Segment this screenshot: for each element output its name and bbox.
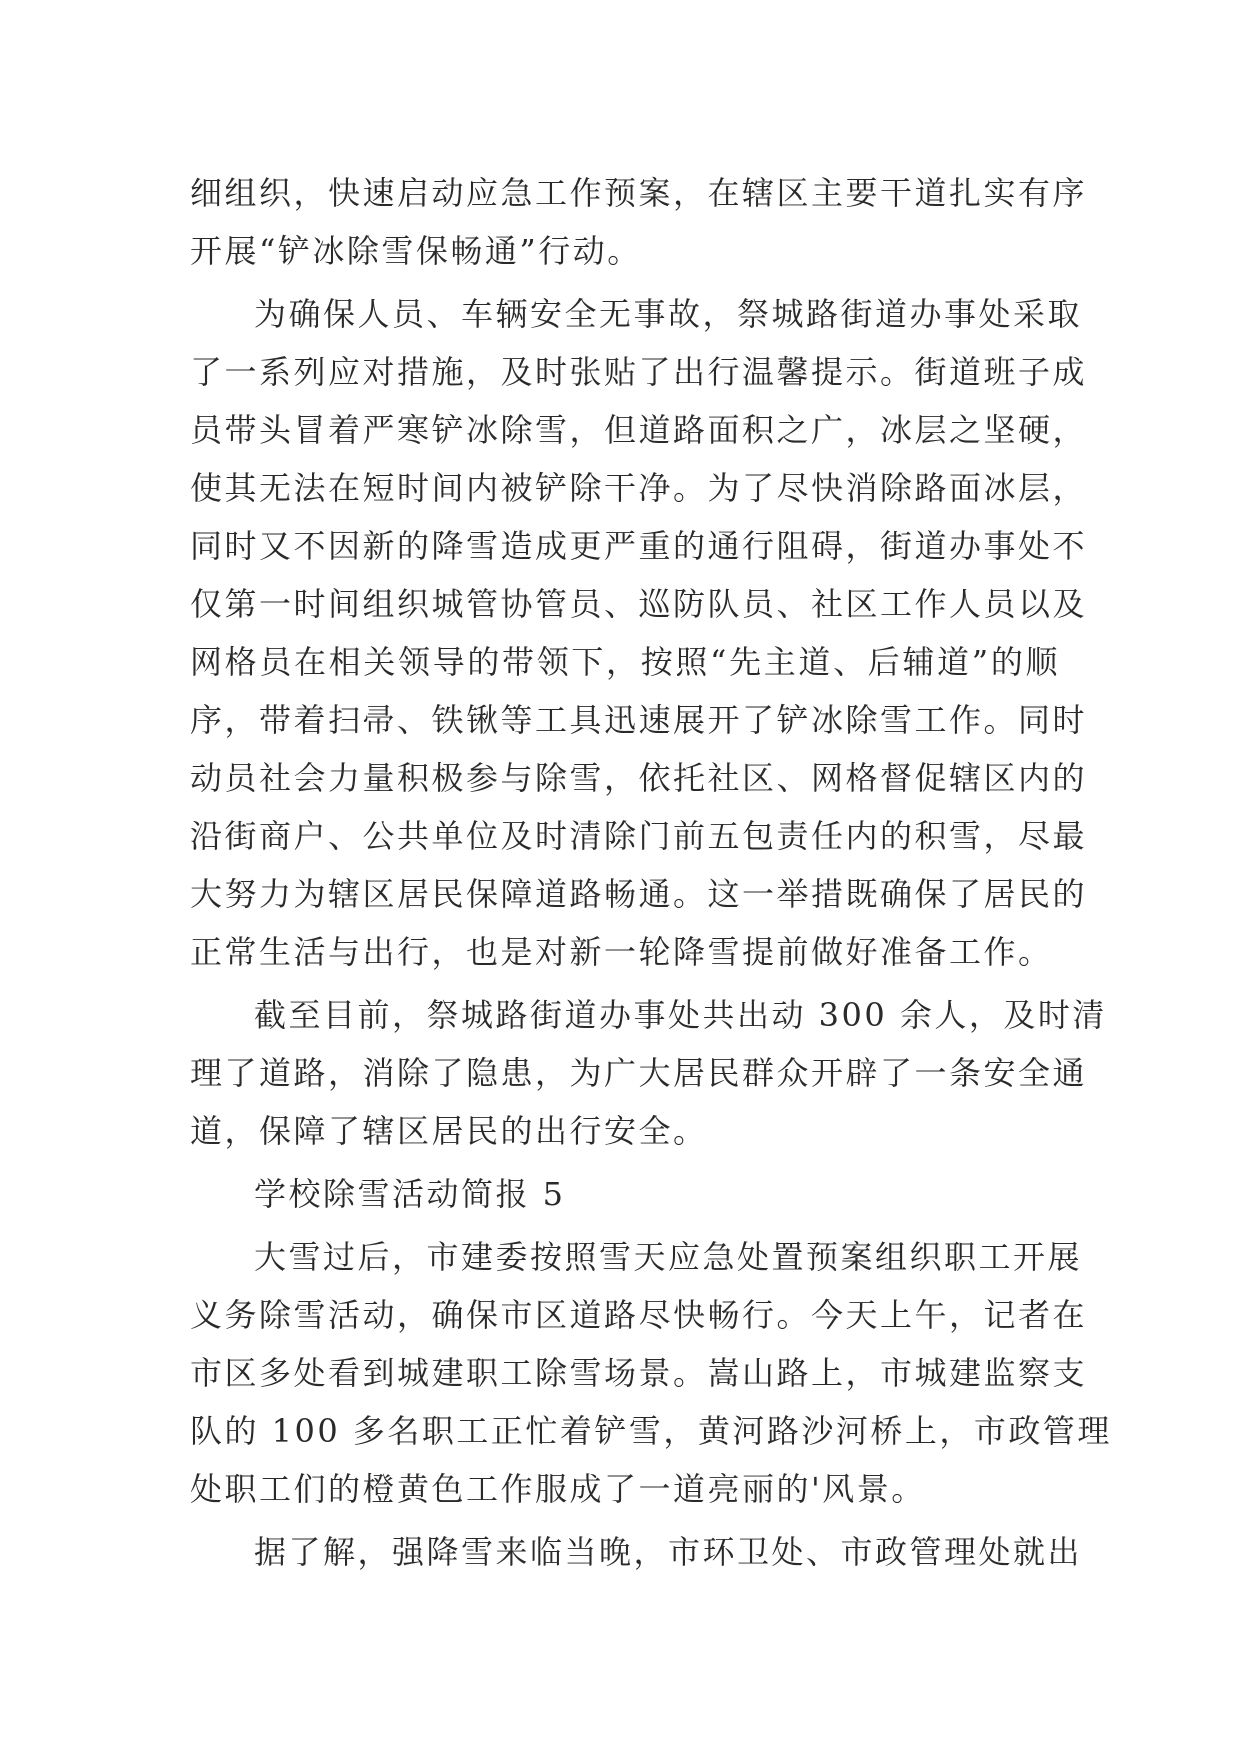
text-line: 大努力为辖区居民保障道路畅通。这一举措既确保了居民的 bbox=[190, 875, 1088, 913]
text-line: 市区多处看到城建职工除雪场景。嵩山路上，市城建监察支 bbox=[190, 1354, 1088, 1392]
text-line: 截至目前，祭城路街道办事处共出动 300 余人，及时清 bbox=[254, 996, 1107, 1034]
text-line: 据了解，强降雪来临当晚，市环卫处、市政管理处就出 bbox=[254, 1533, 1083, 1571]
text-line: 了一系列应对措施，及时张贴了出行温馨提示。街道班子成 bbox=[190, 353, 1088, 391]
text-line: 细组织，快速启动应急工作预案，在辖区主要干道扎实有序 bbox=[190, 174, 1088, 212]
text-line: 义务除雪活动，确保市区道路尽快畅行。今天上午，记者在 bbox=[190, 1296, 1088, 1334]
text-line: 沿街商户、公共单位及时清除门前五包责任内的积雪，尽最 bbox=[190, 817, 1088, 855]
text-line: 正常生活与出行，也是对新一轮降雪提前做好准备工作。 bbox=[190, 933, 1053, 971]
body-text bbox=[190, 164, 1112, 1581]
text-line: 动员社会力量积极参与除雪，依托社区、网格督促辖区内的 bbox=[190, 759, 1088, 797]
text-line: 处职工们的橙黄色工作服成了一道亮丽的'风景。 bbox=[190, 1470, 926, 1508]
text-line: 网格员在相关领导的带领下，按照“先主道、后辅道”的顺 bbox=[190, 643, 1060, 681]
text-line: 理了道路，消除了隐患，为广大居民群众开辟了一条安全通 bbox=[190, 1054, 1088, 1092]
text-line: 大雪过后，市建委按照雪天应急处置预案组织职工开展 bbox=[254, 1238, 1083, 1276]
text-line: 使其无法在短时间内被铲除干净。为了尽快消除路面冰层， bbox=[190, 469, 1088, 507]
text-line: 员带头冒着严寒铲冰除雪，但道路面积之广，冰层之坚硬， bbox=[190, 411, 1088, 449]
text-line: 开展“铲冰除雪保畅通”行动。 bbox=[190, 232, 642, 270]
text-line: 队的 100 多名职工正忙着铲雪，黄河路沙河桥上，市政管理 bbox=[190, 1412, 1112, 1450]
text-line: 仅第一时间组织城管协管员、巡防队员、社区工作人员以及 bbox=[190, 585, 1088, 623]
text-line: 序，带着扫帚、铁锹等工具迅速展开了铲冰除雪工作。同时 bbox=[190, 701, 1088, 739]
text-line: 道，保障了辖区居民的出行安全。 bbox=[190, 1112, 708, 1150]
text-line: 同时又不因新的降雪造成更严重的通行阻碍，街道办事处不 bbox=[190, 527, 1088, 565]
text-line: 学校除雪活动简报 5 bbox=[254, 1175, 566, 1213]
text-line: 为确保人员、车辆安全无事故，祭城路街道办事处采取 bbox=[254, 295, 1083, 333]
